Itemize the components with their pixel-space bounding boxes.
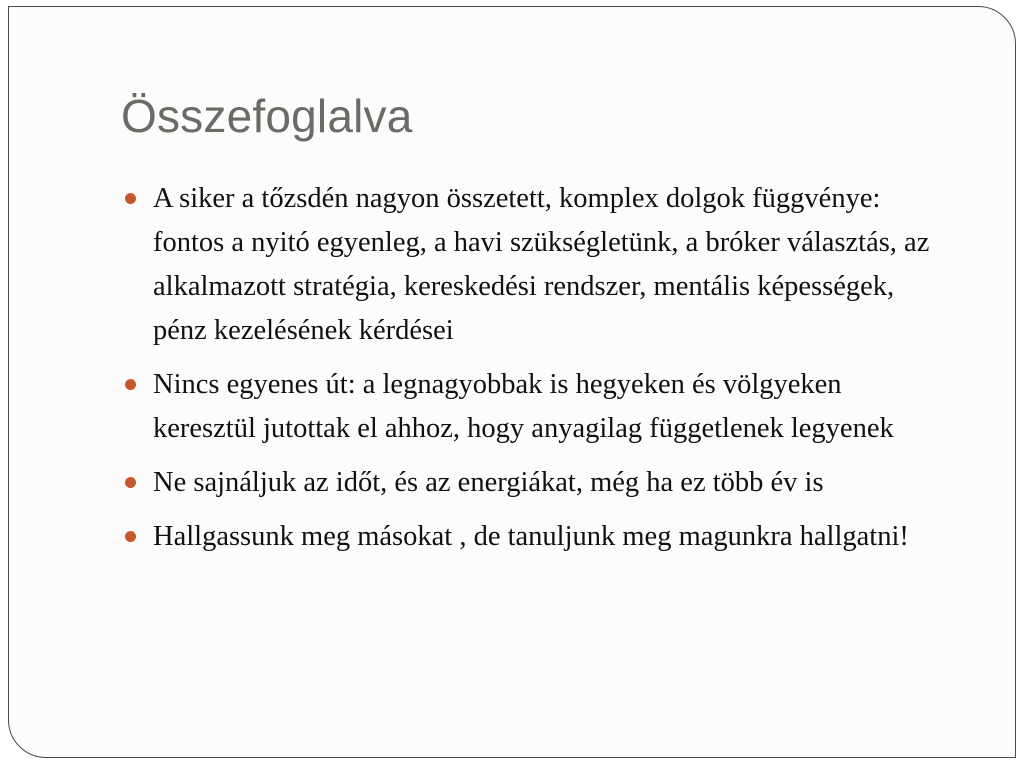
bullet-dot-icon <box>125 531 136 542</box>
list-item <box>119 177 939 353</box>
bullet-list <box>119 177 939 569</box>
bullet-text: Ne sajnáljuk az időt, és az energiákat, még ha ez több év is <box>153 467 824 498</box>
bullet-dot-icon <box>125 477 136 488</box>
bullet-text: A siker a tőzsdén nagyon összetett, komplex dolgok függvénye: fontos a nyitó egyenleg, a havi szükségletünk, a bróker választás, az alkalmazott stratégia, kereskedési rendszer, mentális képességek, pénz kezelésének kérdései <box>153 183 930 346</box>
slide-frame <box>8 6 1016 758</box>
bullet-text: Nincs egyenes út: a legnagyobbak is hegyeken és völgyeken keresztül jutottak el ahhoz, hogy anyagilag függetlenek legyenek <box>153 369 894 444</box>
bullet-text: Hallgassunk meg másokat , de tanuljunk meg magunkra hallgatni! <box>153 521 909 552</box>
list-item <box>119 461 939 505</box>
list-item <box>119 363 939 451</box>
slide-title: Összefoglalva <box>121 90 413 142</box>
bullet-dot-icon <box>125 379 136 390</box>
bullet-dot-icon <box>125 193 136 204</box>
list-item <box>119 515 939 559</box>
